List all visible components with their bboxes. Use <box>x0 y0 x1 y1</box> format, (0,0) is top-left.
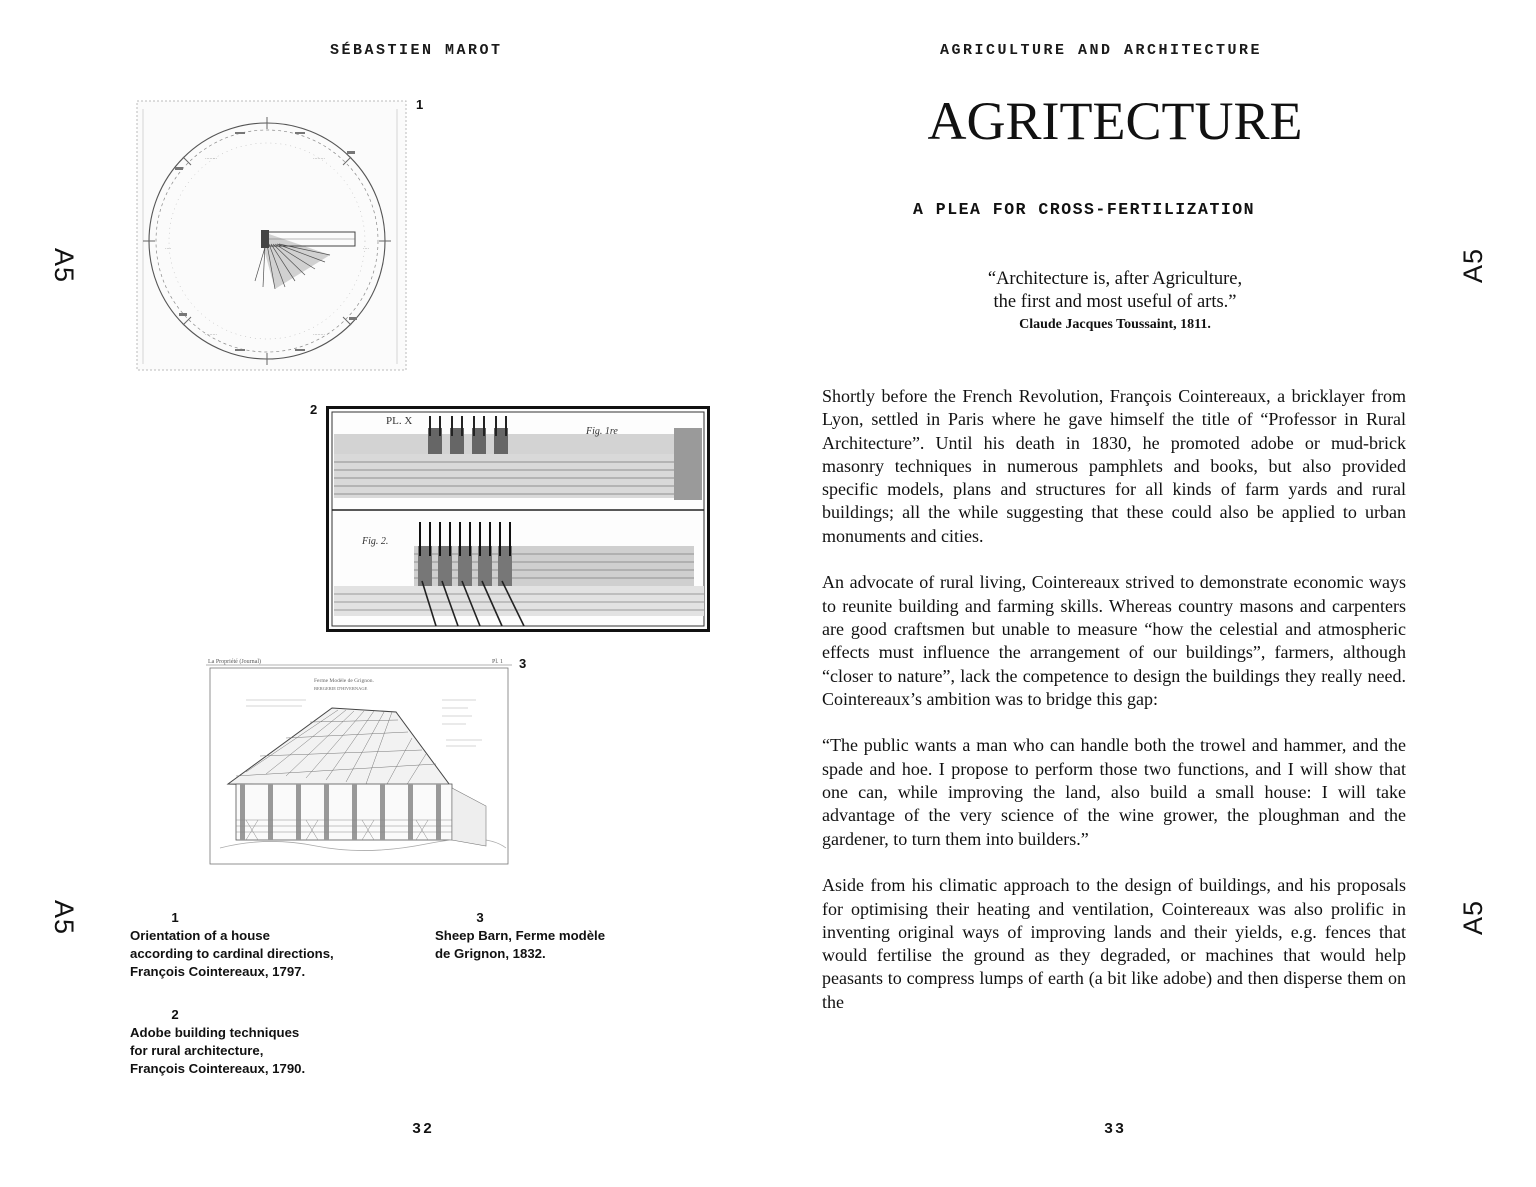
caption-1-number: 1 <box>171 910 179 925</box>
svg-text:........: ........ <box>313 155 325 161</box>
left-running-head: SÉBASTIEN MAROT <box>330 42 503 59</box>
right-edge-marker-top: A5 <box>1458 247 1489 284</box>
paragraph: “The public wants a man who can handle both the trowel and hammer, and the spade and hoe. I propose to perform those two functions, and I will show that one can, while improving the land, also build a small house: I will take advantage of the very science of the wine grower, the ploughman and the gardener, to turn them into builders.” <box>822 735 1406 849</box>
caption-figure-2 <box>130 1006 305 1078</box>
right-page-number: 33 <box>1104 1121 1127 1138</box>
chapter-title: AGRITECTURE <box>927 91 1303 151</box>
right-edge-marker-bottom: A5 <box>1458 899 1489 936</box>
figure-3-plate-number: Pl. 1 <box>492 659 504 665</box>
caption-figure-1 <box>130 909 334 981</box>
figure-2-fig2-label: Fig. 2. <box>362 536 389 547</box>
caption-1-line: Orientation of a house <box>130 928 270 943</box>
caption-3-line: Sheep Barn, Ferme modèle <box>435 928 606 943</box>
paragraph: An advocate of rural living, Cointereaux strived to demonstrate economic ways to reunite building and farming skills. Whereas country masons and carpenters are good craftsmen but unable to measure “how the celestial and atmospheric effects must influence the arrangement of our buildings”, farmers, although “closer to nature”, lack the competence to design the buildings they really need. Cointereaux’s ambition was to bridge this gap: <box>822 572 1406 709</box>
chapter-subtitle: A PLEA FOR CROSS-FERTILIZATION <box>913 200 1256 219</box>
paragraph: Aside from his climatic approach to the design of buildings, and his proposals for optimising their heating and ventilation, Cointereaux was also prolific in inventing original ways of improving lands and their yields, e.g. fences that would fertilise the ground as they degraded, or machines that would help peasants to compress lumps of earth (a bit like adobe) and then disperse them on the <box>822 875 1406 1012</box>
body-text <box>822 385 1406 1014</box>
caption-2-line: François Cointereaux, 1790. <box>130 1061 306 1076</box>
svg-text:....: .... <box>363 245 369 251</box>
caption-2-line: Adobe building techniques <box>130 1025 300 1040</box>
figure-2-fig1-label: Fig. 1re <box>586 426 618 437</box>
figure-3-number: 3 <box>519 656 527 671</box>
svg-text:........: ........ <box>313 331 325 337</box>
right-running-head: AGRICULTURE AND ARCHITECTURE <box>940 42 1263 59</box>
caption-1-line: François Cointereaux, 1797. <box>130 964 306 979</box>
caption-2-line: for rural architecture, <box>130 1043 264 1058</box>
figure-3-plate-title: Ferme Modèle de Grignon. <box>314 678 374 684</box>
epigraph-line: the first and most useful of arts.” <box>993 292 1237 312</box>
figure-2-plate-label: PL. X <box>386 415 413 427</box>
svg-text:........: ........ <box>205 331 217 337</box>
epigraph-attribution: Claude Jacques Toussaint, 1811. <box>1019 317 1211 332</box>
caption-3-number: 3 <box>476 910 484 925</box>
figure-1-number: 1 <box>416 97 424 112</box>
figure-2-adobe-plate <box>326 406 710 632</box>
paragraph: Shortly before the French Revolution, François Cointereaux, a bricklayer from Lyon, settled in Paris where he gave himself the title of “Professor in Rural Architecture”. Until his death in 1830, he promoted adobe or mud-brick masonry techniques in numerous pamphlets and books, but also provided specific models, plans and structures for all kinds of farm yards and rural buildings; all the while suggesting that these could also be applied to urban monuments and cities. <box>822 386 1406 546</box>
epigraph-line: “Architecture is, after Agriculture, <box>987 269 1243 289</box>
figure-3-sheep-barn-plate <box>206 656 512 866</box>
svg-text:....: .... <box>165 245 171 251</box>
figure-1-orientation-diagram <box>135 99 408 372</box>
caption-1-line: according to cardinal directions, <box>130 946 334 961</box>
svg-text:........: ........ <box>205 155 217 161</box>
left-page-number: 32 <box>412 1121 435 1138</box>
caption-2-number: 2 <box>171 1007 179 1022</box>
caption-figure-3 <box>435 909 605 963</box>
epigraph <box>880 268 1350 336</box>
figure-3-plate-header: La Propriété (Journal) <box>208 659 261 665</box>
figure-3-plate-subtitle: BERGERIE D'HIVERNAGE <box>314 686 368 691</box>
left-edge-marker-bottom: A5 <box>49 899 80 936</box>
left-edge-marker-top: A5 <box>49 247 80 284</box>
figure-2-number: 2 <box>310 402 318 417</box>
caption-3-line: de Grignon, 1832. <box>435 946 546 961</box>
